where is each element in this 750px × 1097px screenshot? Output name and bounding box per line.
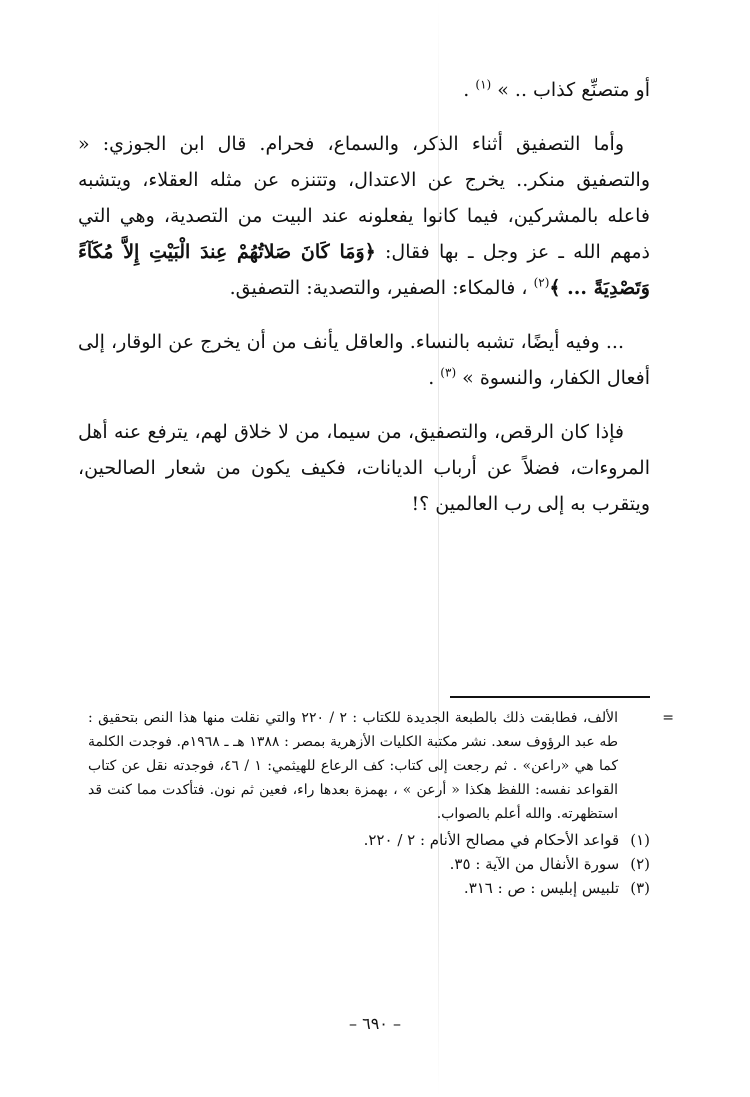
page-number: – ٦٩٠ – — [349, 1014, 401, 1033]
paragraph-3-text: ... وفيه أيضًا، تشبه بالنساء. والعاقل يأنف من أن يخرج عن الوقار، إلى أفعال الكفار، والنسوة » — [78, 331, 650, 389]
footnote-number: (٢) — [630, 855, 650, 873]
footnote-ref-1[interactable]: (١) — [475, 77, 492, 92]
quran-verse: ﴿وَمَا كَانَ صَلاتُهُمْ عِندَ الْبَيْتِ إِلاَّ مُكَآءً وَتَصْدِيَةً ... ﴾ — [78, 241, 650, 299]
paragraph-3 — [78, 324, 650, 396]
paragraph-1-end: . — [463, 79, 476, 101]
footnote-separator — [450, 696, 650, 698]
footnote-text: تلبيس إبليس : ص : ٣١٦. — [463, 879, 620, 897]
footnote-item-3 — [88, 876, 650, 900]
paragraph-1-text: أو متصنِّع كذاب .. » — [491, 79, 650, 101]
footnote-continuation — [88, 706, 674, 826]
paragraph-3-end: . — [428, 367, 441, 389]
continuation-marker: = — [662, 710, 674, 726]
main-text — [78, 72, 650, 540]
footnote-continuation-text: الألف، فطابقت ذلك بالطبعة الجديدة للكتاب : ٢ / ٢٢٠ والتي نقلت منها هذا النص بتحقيق : طه عبد الرؤوف سعد. نشر مكتبة الكليات الأزهرية بمصر : ١٣٨٨ هـ ـ ١٩٦٨م. فوجدت الكلمة كما هي «راعن» . ثم رجعت إلى كتاب: كف الرعاع للهيثمي: ١ / ٤٦، فوجدته نقل عن كتاب القواعد نفسه: اللفظ هكذا « أرعن » ، بهمزة بعدها راء، فعين ثم نون. فتأكدت مما كنت قد استظهرته. والله أعلم بالصواب. — [88, 710, 618, 822]
footnote-text: قواعد الأحكام في مصالح الأنام : ٢ / ٢٢٠. — [363, 831, 620, 849]
footnote-item-2 — [88, 852, 650, 876]
paragraph-4: فإذا كان الرقص، والتصفيق، من سيما، من لا خلاق لهم، يترفع عنه أهل المروءات، فضلاً عن أرباب الديانات، فكيف يكون من شعار الصالحين، ويتقرب به إلى رب العالمين ؟! — [78, 421, 650, 515]
footnote-ref-3[interactable]: (٣) — [440, 365, 457, 380]
footnote-item-1 — [88, 828, 650, 852]
paragraph-1 — [78, 72, 650, 108]
footnotes-section — [88, 696, 674, 900]
footnote-text: سورة الأنفال من الآية : ٣٥. — [449, 855, 620, 873]
paragraph-2-text: وأما التصفيق أثناء الذكر، والسماع، فحرام. قال ابن الجوزي: « والتصفيق منكر.. يخرج عن الاعتدال، وتتنزه عن مثله العقلاء، ويتشبه فاعله بالمشركين، فيما كانوا يفعلونه عند البيت من التصدية، وهي التي ذمهم الله ـ عز وجل ـ بها فقال: — [78, 133, 650, 263]
footnote-ref-2[interactable]: (٢) — [533, 275, 550, 290]
footnote-number: (١) — [630, 831, 650, 849]
paragraph-2 — [78, 126, 650, 306]
paragraph-2-end: ، فالمكاء: الصفير، والتصدية: التصفيق. — [229, 277, 534, 299]
footnote-number: (٣) — [630, 879, 650, 897]
